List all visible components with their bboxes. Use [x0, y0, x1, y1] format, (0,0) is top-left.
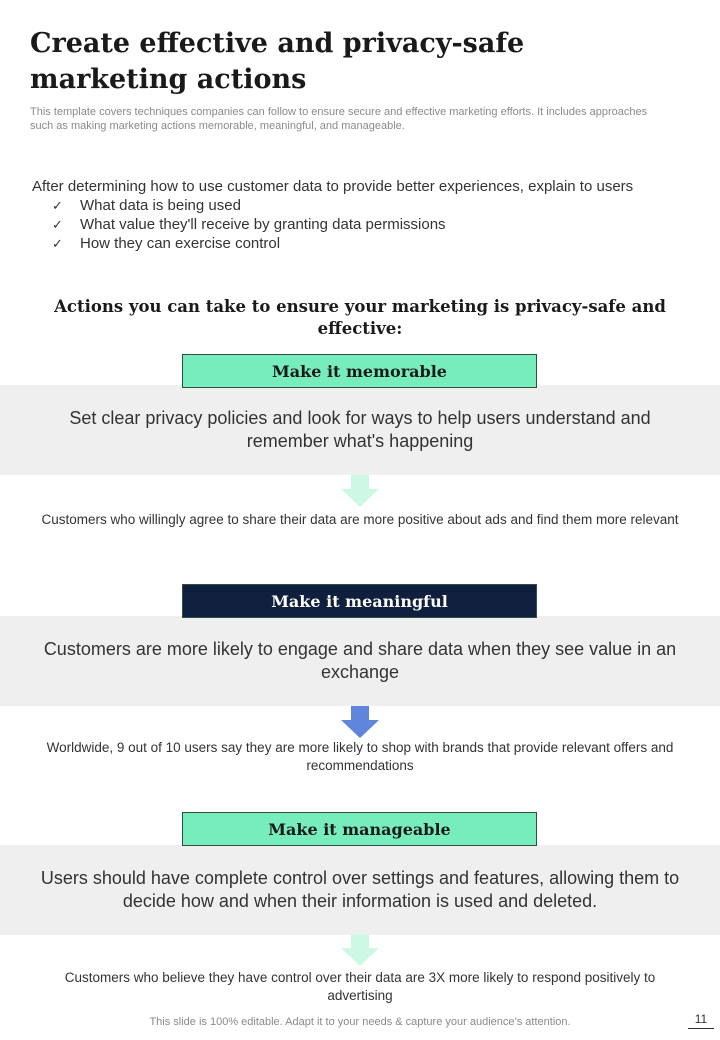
checklist-item-text: What data is being used	[80, 197, 241, 214]
down-arrow-icon	[341, 475, 379, 507]
footer-text: This slide is 100% editable. Adapt it to your needs & capture your audience’s attention.	[149, 1016, 571, 1028]
action-description-band	[0, 385, 720, 475]
down-arrow-icon	[341, 934, 379, 966]
action-label-box	[182, 584, 537, 618]
action-label: Make it meaningful	[271, 591, 448, 611]
checklist-item	[32, 234, 702, 253]
check-icon: ✓	[52, 217, 63, 232]
section-heading: Actions you can take to ensure your marketing is privacy-safe and effective:	[54, 297, 666, 338]
page-number: 11	[688, 1012, 714, 1029]
down-arrow-icon	[341, 706, 379, 738]
action-note: Customers who believe they have control over their data are 3X more likely to respond positively to advertising	[64, 970, 656, 1003]
checklist-item-text: What value they'll receive by granting data permissions	[80, 216, 446, 233]
action-description: Set clear privacy policies and look for ways to help users understand and remember what's happening	[69, 408, 651, 451]
intro-block	[32, 177, 702, 253]
check-icon: ✓	[52, 236, 63, 251]
action-label-box	[182, 354, 537, 388]
action-label-box	[182, 812, 537, 846]
check-icon: ✓	[52, 198, 63, 213]
checklist	[32, 196, 702, 253]
action-note: Worldwide, 9 out of 10 users say they are more likely to shop with brands that provide relevant offers and recommendations	[46, 740, 674, 773]
action-label: Make it memorable	[272, 361, 447, 381]
action-note: Customers who willingly agree to share their data are more positive about ads and find them more relevant	[41, 512, 679, 527]
page-title: Create effective and privacy-safe marketing actions	[30, 28, 525, 95]
action-description: Users should have complete control over settings and features, allowing them to decide how and when their information is used and deleted.	[40, 868, 680, 911]
action-label: Make it manageable	[268, 819, 451, 839]
page-subtitle: This template covers techniques companies can follow to ensure secure and effective marketing efforts. It includes approaches such as making marketing actions memorable, meaningful, and manageable.	[30, 106, 648, 132]
action-description-band	[0, 616, 720, 706]
action-description-band	[0, 845, 720, 935]
action-description: Customers are more likely to engage and share data when they see value in an exchange	[43, 639, 677, 682]
checklist-item	[32, 215, 702, 234]
intro-lead: After determining how to use customer data to provide better experiences, explain to users	[32, 178, 634, 195]
checklist-item	[32, 196, 702, 215]
checklist-item-text: How they can exercise control	[80, 235, 281, 252]
